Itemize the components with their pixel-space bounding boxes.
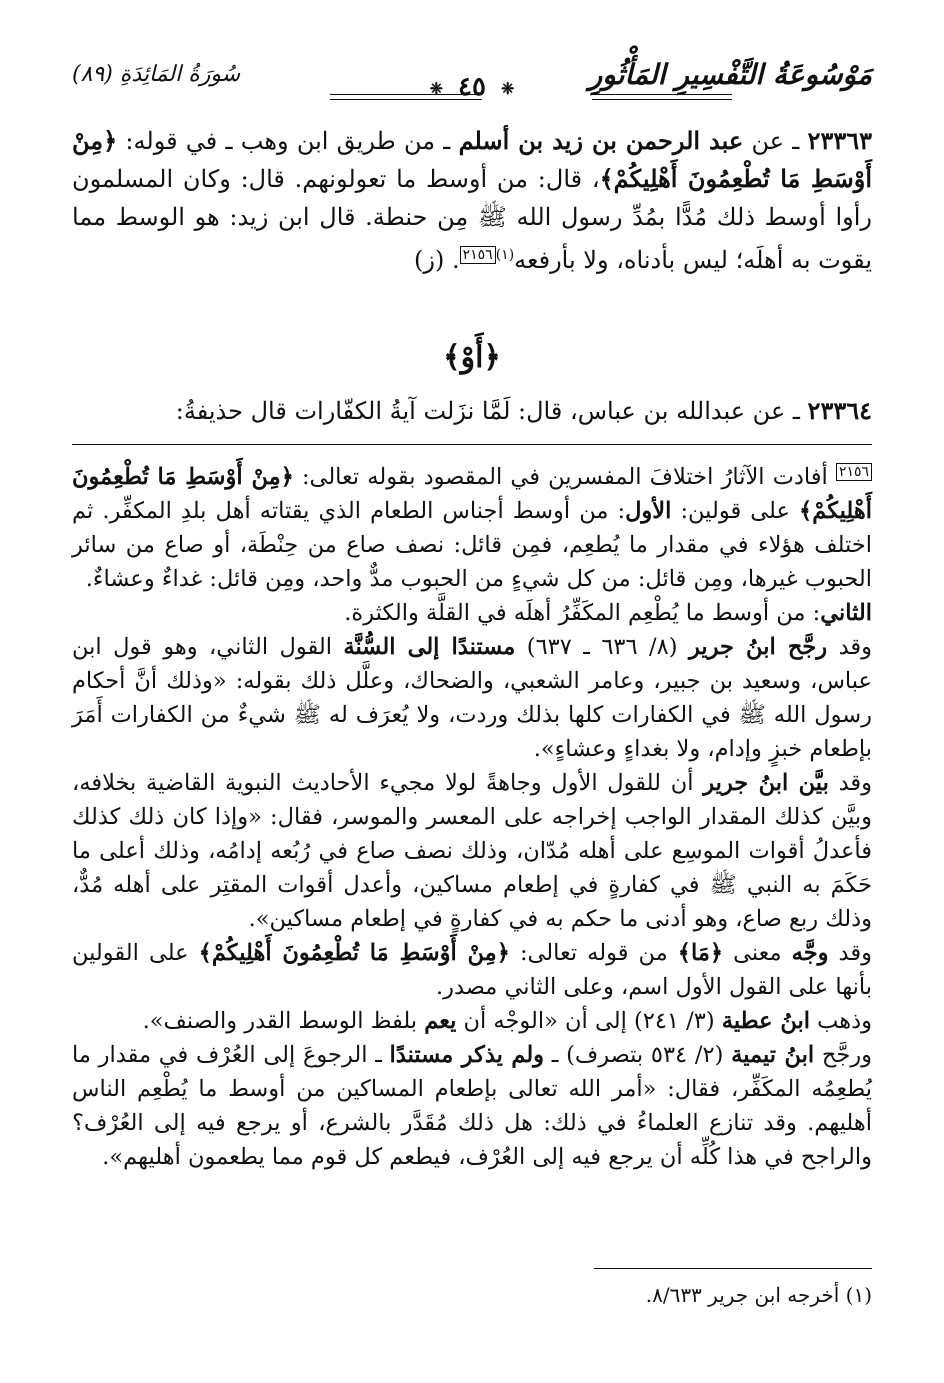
hadith-chain: ـ من طريق ابن وهب ـ في قوله: <box>117 127 459 155</box>
action-label: وجَّه <box>791 940 829 966</box>
hadith-text: ـ عن عبدالله بن عباس، قال: لَمَّا نزَلت آيةُ الكفّارات قال حذيفةُ: <box>175 397 808 425</box>
hadith-23363 <box>72 122 872 279</box>
ornament-icon: ❈ <box>429 78 443 98</box>
commentary-paragraph <box>72 460 872 596</box>
commentary-text: من قوله تعالى: <box>509 940 678 966</box>
keyword: يعم <box>424 1008 457 1034</box>
ornament-icon: ❈ <box>501 78 515 98</box>
citation: (٨/ ٦٣٦ ـ ٦٣٧) <box>515 634 689 660</box>
hadith-code: . (ز) <box>414 246 460 274</box>
quran-verse: ﴿مِنْ أَوْسَطِ مَا تُطْعِمُونَ أَهْلِيكُمْ﴾ <box>72 126 873 193</box>
section-word: ﴿أَوْ﴾ <box>443 340 501 375</box>
quran-word: ﴿مَا﴾ <box>677 940 724 966</box>
scholar-name: بيَّن ابنُ جرير <box>703 770 829 796</box>
footnote: (١) أخرجه ابن جرير ٨/٦٣٣. <box>645 1283 872 1307</box>
scholar-name: ابنُ تيمية <box>731 1042 815 1068</box>
commentary-text: : من أوسط أجناس الطعام الذي يقتاته أهل بلدِ المكفِّر. ثم اختلف هؤلاء في مقدار ما يُطعِم، فمِن قائل: نصف صاع من حِنْطَة، أو صاع من سائر الحبوب غيرها، ومِن قائل: من كل شيءٍ من الحبوب مدٌّ واحد، ومِن قائل: غداءٌ وعشاءٌ. <box>72 498 872 592</box>
citation: (٣/ ٢٤١) إلى أن «الوجْه أن <box>456 1008 722 1034</box>
quran-verse: ﴿مِنْ أَوْسَطِ مَا تُطْعِمُونَ أَهْلِيكُمْ﴾ <box>72 464 872 524</box>
commentary-text: على القولين بأنها على القول الأول اسم، وعلى الثاني مصدر. <box>72 940 872 1000</box>
series-title: مَوْسُوعَةُ التَّفْسِيرِ المَأْثُورِ <box>588 58 872 91</box>
commentary-ref-box: ٢١٥٦ <box>836 463 872 481</box>
narrator-name: عبد الرحمن بن زيد بن أسلم <box>458 126 744 155</box>
commentary-text: معنى <box>723 940 792 966</box>
commentary-text: ـ الرجوعَ إلى العُرْف في مقدار ما يُطعِمُه المكَفِّر، فقال: «أمر الله تعالى بإطعام المساكين من أوسط ما يُطْعِم الناس أهليهم. وقد تنازع العلماءُ في ذلك: هل ذلك مُقَدَّر بالشرع، أو يرجع فيه إلى العُرْف؟ والراجح في هذا كُلِّه أن يرجع فيه إلى العُرْف، فيطعم كل قوم مما يطعمون أهليهم». <box>72 1042 872 1170</box>
surah-label: سُورَةُ المَائِدَةِ (٨٩) <box>72 62 241 87</box>
commentary-text: وقد <box>827 634 872 660</box>
citation: (٢/ ٥٣٤ بتصرف) ـ <box>544 1042 732 1068</box>
commentary-text: وقد <box>828 940 872 966</box>
scholar-name: ابنُ عطية <box>721 1008 810 1034</box>
header-rule-left <box>330 94 482 100</box>
commentary-text: أن للقول الأول وجاهةً لولا مجيء الأحاديث النبوية القاضية بخلافه، وبيَّن كذلك المقدار الواجب إخراجه على المعسر والموسر، فقال: «وإذا كان ذلك كذلك فأعدلُ أقوات الموسِع على أهله مُدّان، وذلك نصف صاع في رُبُعه إدامُه، وذلك أعلى ما حَكَمَ به النبي ﷺ في كفارةٍ في إطعام مساكين، وأعدل أقوات المقتِر على أهله مُدٌّ، وذلك ربع صاع، وهو أدنى ما حكم به في كفارةٍ في إطعام مساكين». <box>72 770 872 932</box>
commentary-text: أفادت الآثارُ اختلافَ المفسرين في المقصود بقوله تعالى: <box>293 464 836 490</box>
footnote-marker[interactable]: (١) <box>495 247 515 263</box>
basis-label: مستندًا إلى السُّنَّة <box>343 634 516 660</box>
commentary-block <box>72 460 872 1174</box>
opinion-label-first: الأول <box>625 498 672 524</box>
commentary-text: على قولين: <box>671 498 800 524</box>
hadith-number: ٢٣٣٦٣ <box>807 126 872 155</box>
scholar-name: رجَّح ابنُ جرير <box>688 634 828 660</box>
footnote-separator <box>594 1268 872 1269</box>
quran-verse: ﴿مِنْ أَوْسَطِ مَا تُطْعِمُونَ أَهْلِيكُمْ﴾ <box>198 940 510 966</box>
commentary-separator <box>72 444 872 445</box>
commentary-text: وذهب <box>810 1008 872 1034</box>
page-header <box>72 58 872 104</box>
commentary-text: بلفظ الوسط القدر والصنف». <box>142 1008 425 1034</box>
commentary-paragraph <box>72 936 872 1004</box>
commentary-paragraph <box>72 766 872 936</box>
commentary-ref-box[interactable]: ٢١٥٦ <box>460 246 496 264</box>
hadith-body: ، قال: من أوسط ما تعولونهم. قال: وكان المسلمون رأوا أوسط ذلك مُدًّا بمُدِّ رسول الله ﷺ مِن حنطة. قال ابن زيد: هو الوسط مما يقوت به أهلَه؛ ليس بأدناه، ولا بأرفعه <box>72 165 872 274</box>
commentary-text: القول الثاني، وهو قول ابن عباس، وسعيد بن جبير، وعامر الشعبي، والضحاك، وعلَّل ذلك بقوله: «وذلك أنَّ أحكام رسول الله ﷺ في الكفارات كلها بذلك وردت، ولا يُعرَف له ﷺ شيءٌ من الكفارات أَمَرَ بإطعام خبزٍ وإدام، ولا بغداءٍ وعشاءٍ». <box>72 634 872 762</box>
commentary-paragraph <box>72 1004 872 1038</box>
commentary-text: ورجَّح <box>814 1042 872 1068</box>
basis-label: ولم يذكر مستندًا <box>389 1042 545 1068</box>
hadith-23364 <box>72 392 872 430</box>
page-number: ٤٥ <box>458 72 486 102</box>
commentary-paragraph <box>72 596 872 630</box>
commentary-text: : من أوسط ما يُطْعِم المكَفِّرُ أهلَه في القلَّة والكثرة. <box>344 600 821 626</box>
commentary-text: وقد <box>828 770 872 796</box>
opinion-label-second: الثاني <box>820 600 872 626</box>
commentary-paragraph <box>72 630 872 766</box>
hadith-lead: ـ عن <box>743 127 808 155</box>
hadith-number: ٢٣٣٦٤ <box>807 396 872 425</box>
commentary-paragraph <box>72 1038 872 1174</box>
